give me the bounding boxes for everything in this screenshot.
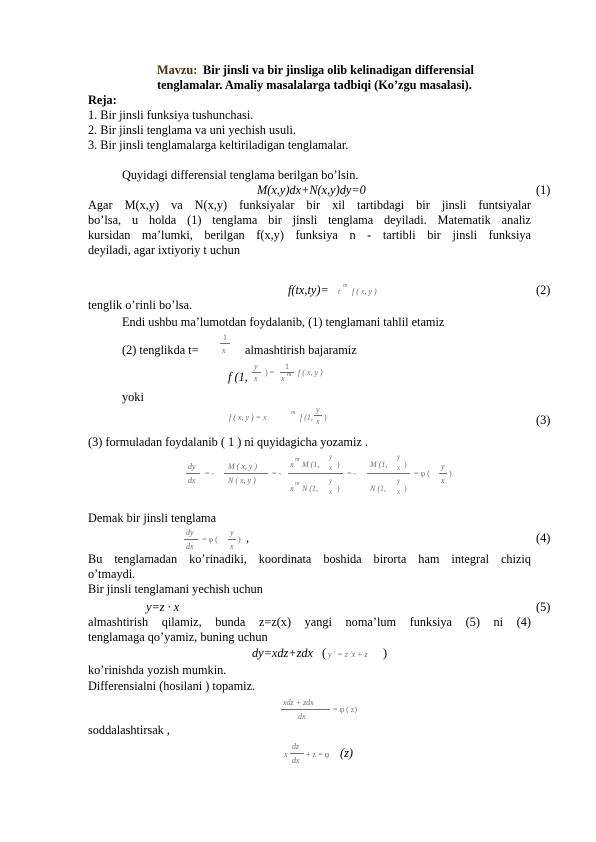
eq6-close: )	[238, 535, 241, 544]
eq6-dy: dy	[186, 528, 194, 537]
eq10-rhs: + z = φ	[306, 750, 330, 759]
eq10-dz: dz	[292, 742, 300, 751]
eq5-N1b: N (1,	[370, 484, 386, 493]
eq8-open: (	[322, 646, 327, 660]
paragraph-replace-line1: almashtirish qilamiz, bunda z=z(x) yangi noma’lum funksiya (5) ni (4)	[88, 615, 531, 629]
eq5-m2: m	[295, 481, 300, 487]
plan-heading: Reja:	[88, 93, 117, 107]
eq9-rhs: = φ ( z)	[333, 705, 358, 714]
eq8-close: )	[383, 646, 388, 660]
eq5-Mxy: M ( x, y )	[228, 462, 258, 471]
paragraph-substitution-b: almashtirish bajaramiz	[245, 343, 357, 357]
paragraph-form: ko’rinishda yozish mumkin.	[88, 663, 227, 677]
eq5-close3: )	[404, 460, 407, 469]
paragraph-definition-line3: kursidan ma’lumki, berilgan f(x,y) funksiya n - tartibli bir jinsli funksiya	[88, 228, 531, 242]
eq5-y3: y	[397, 453, 401, 461]
paragraph-formula-use: (3) formuladan foydalanib ( 1 ) ni quyidagicha yozamiz .	[88, 435, 369, 449]
eq5-m1: m	[295, 457, 300, 463]
eq5-bar5	[439, 473, 447, 474]
eq5-bar3	[288, 473, 343, 474]
eq5-M1: M (1,	[302, 460, 320, 469]
eq5-bar1	[186, 473, 200, 474]
equation-5-number: (5)	[536, 600, 551, 614]
eq3-close: ) =	[265, 368, 275, 377]
eq3-xm: x	[281, 374, 285, 383]
eq6-phi: = φ (	[202, 535, 218, 544]
paragraph-solve: Bir jinsli tenglamani yechish uchun	[88, 582, 263, 596]
eq10-dx: dx	[292, 756, 300, 765]
eq5-eq3: = -	[347, 469, 357, 478]
eq5-M1b: M (1,	[370, 460, 388, 469]
eq5-Nxy: N ( x, y )	[228, 476, 256, 485]
eq6-bar2	[228, 539, 236, 540]
eq4-y: y	[316, 405, 320, 414]
eq3-m: m	[287, 372, 292, 378]
eq10-bar	[290, 753, 304, 754]
eq5-close1: )	[337, 460, 340, 469]
eq4-close: )	[324, 413, 327, 422]
eq9-num: xdz + zdx	[283, 698, 314, 707]
eq6-bar1	[184, 539, 198, 540]
paragraph-definition-line4: deyiladi, agar ixtiyoriy t uchun	[88, 243, 240, 257]
eq3-one: 1	[285, 362, 289, 371]
eq5-xmM: x	[290, 460, 294, 469]
equation-4-number: (3)	[536, 413, 551, 427]
eq5-phi: = φ (	[414, 469, 430, 478]
eq3-rhs: f ( x, y )	[298, 368, 323, 377]
eq10-x: x	[284, 750, 288, 759]
eq5-close5: )	[449, 469, 452, 478]
equation-1-number: (1)	[536, 183, 551, 197]
paragraph-analysis: Endi ushbu ma’lumotdan foydalanib, (1) tenglamani tahlil etamiz	[122, 315, 445, 329]
eq5-y1: y	[329, 453, 333, 461]
eq5-y5: y	[441, 462, 445, 471]
paragraph-homogeneous: Demak bir jinsli tenglama	[88, 511, 217, 525]
plan-item-1: 1. Bir jinsli funksiya tushunchasi.	[88, 108, 254, 122]
word-yoki: yoki	[122, 390, 144, 404]
paragraph-derivative: Differensialni (hosilani ) topamiz.	[88, 679, 256, 693]
equation-2-number: (2)	[536, 283, 551, 297]
eq4-m: m	[291, 410, 296, 416]
eq10-z: (z)	[340, 746, 353, 760]
eq4-b: f (1,	[300, 413, 313, 422]
equation-5: y=z · x	[146, 600, 180, 614]
title-line1: Bir jinsli va bir jinsliga olib kelinadigan differensial	[203, 63, 474, 77]
eq5-dx: dx	[188, 476, 196, 485]
t-den: x	[222, 346, 226, 355]
eq3-x: x	[254, 374, 258, 383]
eq5-x1: x	[329, 464, 333, 472]
paragraph-substitution-a: (2) tenglikda t=	[122, 343, 199, 357]
eq3-y: y	[254, 362, 258, 371]
eq9-bar	[281, 709, 330, 710]
eq5-x4: x	[397, 488, 401, 496]
eq5-eq1: = -	[205, 469, 215, 478]
eq5-bar4	[367, 473, 410, 474]
eq8-hint: y ′ = z ′x + z	[328, 650, 368, 659]
paragraph-replace-line2: tenglamaga qo’yamiz, buning uchun	[88, 630, 268, 644]
paragraph-condition: tenglik o’rinli bo’lsa.	[88, 298, 193, 312]
eq5-x2: x	[329, 488, 333, 496]
eq5-y2: y	[329, 477, 333, 485]
equation-4b-number: (4)	[536, 531, 551, 545]
eq6-comma: ,	[246, 531, 250, 545]
equation-differential: dy=xdz+zdx	[252, 646, 313, 660]
eq2-fxy: f ( x, y )	[352, 287, 377, 296]
t-num: 1	[223, 333, 227, 342]
eq5-x3: x	[397, 464, 401, 472]
plan-item-2: 2. Bir jinsli tenglama va uni yechish usuli.	[88, 123, 296, 137]
eq3-bar1	[252, 372, 261, 373]
eq5-close4: )	[404, 484, 407, 493]
equation-2-lhs: f(tx,ty)=	[288, 283, 329, 297]
paragraph-simplify: soddalashtirsak ,	[88, 723, 170, 737]
equation-3-lhs: f (1,	[228, 370, 248, 384]
eq9-den: dx	[298, 712, 306, 721]
paragraph-origin-line2: o’tmaydi.	[88, 567, 136, 581]
eq5-eq2: = -	[272, 469, 282, 478]
paragraph-origin-line1: Bu tenglamadan ko’rinadiki, koordinata boshida birorta ham integral chiziq	[88, 552, 531, 566]
title-label: Mavzu:	[157, 63, 198, 77]
eq4-bar	[314, 415, 322, 416]
eq5-dy: dy	[188, 462, 196, 471]
eq5-close2: )	[337, 484, 340, 493]
eq4-x: x	[316, 417, 320, 426]
eq6-y: y	[230, 528, 234, 537]
eq2-m: m	[343, 283, 348, 289]
eq6-x: x	[230, 542, 234, 551]
eq5-y4: y	[397, 477, 401, 485]
paragraph-definition-line2: bo’lsa, u holda (1) tenglama bir jinsli tenglama deyiladi. Matematik analiz	[88, 213, 531, 227]
eq5-xmN: x	[290, 484, 294, 493]
title-line2: tenglamalar. Amaliy masalalarga tadbiqi (Ko’zgu masalasi).	[157, 78, 472, 92]
eq6-dx: dx	[186, 542, 194, 551]
eq5-x5: x	[441, 476, 445, 485]
paragraph-definition-line1: Agar M(x,y) va N(x,y) funksiyalar bir xil tartibdagi bir jinsli funtsiyalar	[88, 198, 531, 212]
eq5-bar2	[224, 473, 268, 474]
paragraph-intro: Quyidagi differensial tenglama berilgan bo’lsin.	[122, 168, 359, 182]
plan-item-3: 3. Bir jinsli tenglamalarga keltiriladigan tenglamalar.	[88, 138, 349, 152]
t-fraction-bar	[220, 343, 230, 344]
eq5-N1: N (1,	[302, 484, 318, 493]
eq4-a: f ( x, y ) = x	[229, 413, 267, 422]
eq2-t: t	[338, 287, 341, 296]
equation-1: M(x,y)dx+N(x,y)dy=0	[257, 183, 366, 197]
